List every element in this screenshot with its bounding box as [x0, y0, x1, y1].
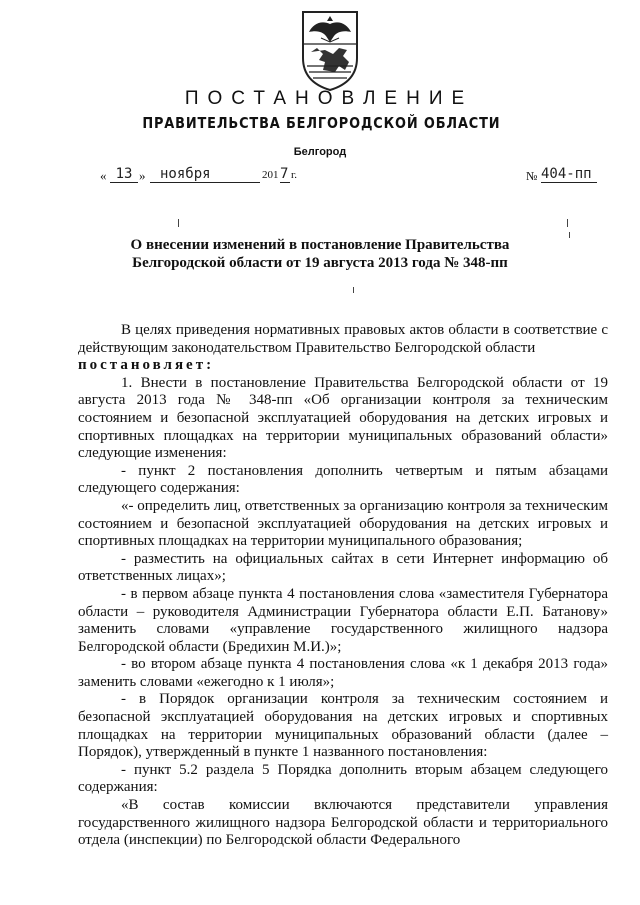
title-line-2: Белгородской области от 19 августа 2013 года № 348-пп [132, 255, 508, 271]
year-prefix: 201 [262, 169, 279, 181]
year-abbr: г. [291, 169, 298, 181]
margin-mark [353, 287, 354, 293]
paragraph: 1. Внести в постановление Правительства Белгородской области от 19 августа 2013 года № 348-пп «Об организации контроля за техническим состоянием и безопасной эксплуатацией оборудования на детских игровых и спортивных площадках на территории муниципальных образований области» следующие изменения: [78, 374, 608, 462]
document-body [78, 322, 608, 850]
close-quote: » [139, 168, 146, 183]
paragraph: «В состав комиссии включаются представители управления государственного жилищного надзора Белгородской области и территориального отдела (инспекции) по Белгородской области Федерального [78, 797, 608, 849]
year-suffix: 7 [280, 166, 289, 182]
paragraph: - разместить на официальных сайтах в сети Интернет информацию об ответственных лицах»; [78, 550, 608, 585]
document-number: 404-пп [541, 166, 597, 183]
paragraph: «- определить лиц, ответственных за организацию контроля за техническим состоянием и безопасной эксплуатацией оборудования на детских игровых и спортивных площадках на территории муниципального образования; [78, 497, 608, 550]
paragraph: - пункт 5.2 раздела 5 Порядка дополнить вторым абзацем следующего содержания: [78, 761, 608, 796]
paragraph: - в первом абзаце пункта 4 постановления слова «заместителя Губернатора области – руководителя Администрации Губернатора области Е.П. Батанову» заменить словами «управление государственного жилищного надзора Белгородской области (Бредихин М.И.)»; [78, 585, 608, 655]
coat-of-arms-icon [299, 8, 361, 92]
margin-mark [178, 219, 179, 227]
issuer-name: ПРАВИТЕЛЬСТВА БЕЛГОРОДСКОЙ ОБЛАСТИ [142, 114, 501, 132]
document-type: ПОСТАНОВЛЕНИЕ [184, 88, 474, 109]
open-quote: « [100, 168, 107, 183]
city-name: Белгород [293, 146, 347, 158]
title-line-1: О внесении изменений в постановление Правительства [130, 237, 510, 253]
date-month: ноября [150, 166, 260, 183]
paragraph-text: В целях приведения нормативных правовых актов области в соответствие с действующим законодательством Правительство Белгородской области [78, 322, 608, 356]
date-number-line [0, 166, 640, 188]
document-title [0, 236, 640, 272]
decree-word: постановляет: [78, 357, 215, 374]
paragraph: - пункт 2 постановления дополнить четвертым и пятым абзацами следующего содержания: [78, 462, 608, 497]
margin-mark [567, 219, 568, 227]
paragraph: - во втором абзаце пункта 4 постановления слова «к 1 декабря 2013 года» заменить словами «ежегодно к 1 июля»; [78, 656, 608, 690]
paragraph: - в Порядок организации контроля за техническим состоянием и безопасной эксплуатацией оборудования на детских игровых и спортивных площадках на территории муниципальных образований области (далее – Порядок), утвержденный в пункте 1 названного постановления: [78, 691, 608, 761]
number-sign: № [526, 169, 538, 183]
paragraph [78, 322, 608, 375]
date-day: 13 [110, 166, 138, 183]
